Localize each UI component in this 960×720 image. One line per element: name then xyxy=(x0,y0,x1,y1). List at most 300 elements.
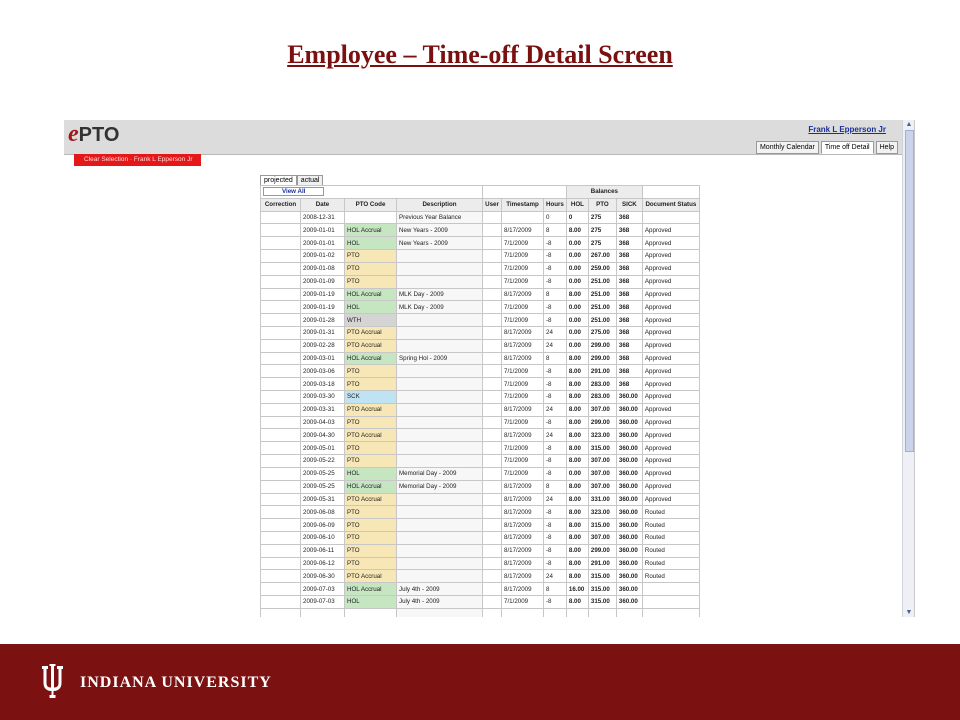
cell-ts: 8/17/2009 xyxy=(502,480,544,493)
iu-trident-icon xyxy=(40,664,66,702)
cell-pto xyxy=(588,608,616,617)
cell-date: 2009-01-19 xyxy=(301,288,345,301)
cell-hours: 24 xyxy=(544,339,567,352)
cell-user xyxy=(483,506,502,519)
cell-hol xyxy=(566,608,588,617)
cell-sick: 360.00 xyxy=(616,455,642,468)
main-tabs xyxy=(756,141,898,154)
cell-ts: 8/17/2009 xyxy=(502,544,544,557)
table-row[interactable] xyxy=(261,314,700,327)
table-row[interactable] xyxy=(261,262,700,275)
cell-date: 2009-05-25 xyxy=(301,467,345,480)
cell-hol: 8.00 xyxy=(566,224,588,237)
cell-ts: 8/17/2009 xyxy=(502,519,544,532)
table-row[interactable] xyxy=(261,339,700,352)
cell-date: 2009-05-25 xyxy=(301,480,345,493)
correction-cell[interactable] xyxy=(261,455,301,468)
cell-status: Approved xyxy=(642,455,699,468)
correction-cell[interactable] xyxy=(261,596,301,609)
cell-code: PTO xyxy=(345,455,397,468)
cell-date: 2009-06-11 xyxy=(301,544,345,557)
cell-date: 2009-03-30 xyxy=(301,391,345,404)
cell-code: PTO xyxy=(345,557,397,570)
cell-user xyxy=(483,301,502,314)
cell-desc xyxy=(397,378,483,391)
cell-hol: 8.00 xyxy=(566,365,588,378)
cell-hours: -8 xyxy=(544,519,567,532)
cell-sick: 360.00 xyxy=(616,544,642,557)
cell-date: 2009-02-28 xyxy=(301,339,345,352)
column-header-description: Description xyxy=(397,198,483,211)
correction-cell[interactable] xyxy=(261,326,301,339)
cell-pto: 307.00 xyxy=(588,480,616,493)
cell-code: PTO xyxy=(345,544,397,557)
cell-status: Approved xyxy=(642,480,699,493)
view-all-button[interactable]: View All xyxy=(263,187,324,196)
correction-cell[interactable] xyxy=(261,570,301,583)
cell-date: 2009-05-01 xyxy=(301,442,345,455)
cell-hours: -8 xyxy=(544,301,567,314)
column-header-timestamp: Timestamp xyxy=(502,198,544,211)
cell-code: PTO xyxy=(345,519,397,532)
correction-cell[interactable] xyxy=(261,608,301,617)
cell-status: Approved xyxy=(642,224,699,237)
cell-date: 2009-06-12 xyxy=(301,557,345,570)
cell-sick: 368 xyxy=(616,378,642,391)
cell-ts: 7/1/2009 xyxy=(502,467,544,480)
cell-sick: 360.00 xyxy=(616,557,642,570)
cell-ts: 8/17/2009 xyxy=(502,506,544,519)
tab-monthly-calendar[interactable]: Monthly Calendar xyxy=(756,141,819,154)
cell-date: 2009-01-01 xyxy=(301,224,345,237)
cell-ts: 8/17/2009 xyxy=(502,429,544,442)
cell-pto: 299.00 xyxy=(588,339,616,352)
cell-hol: 0.00 xyxy=(566,301,588,314)
cell-desc: MLK Day - 2009 xyxy=(397,288,483,301)
table-row[interactable] xyxy=(261,416,700,429)
cell-ts: 7/1/2009 xyxy=(502,237,544,250)
cell-ts: 8/17/2009 xyxy=(502,326,544,339)
table-row[interactable] xyxy=(261,352,700,365)
cell-user xyxy=(483,596,502,609)
cell-code: HOL xyxy=(345,467,397,480)
correction-cell[interactable] xyxy=(261,544,301,557)
cell-hol: 8.00 xyxy=(566,455,588,468)
cell-hours: -8 xyxy=(544,506,567,519)
cell-hours: 24 xyxy=(544,429,567,442)
cell-ts: 8/17/2009 xyxy=(502,403,544,416)
correction-cell[interactable] xyxy=(261,416,301,429)
cell-hol: 8.00 xyxy=(566,288,588,301)
cell-pto: 315.00 xyxy=(588,519,616,532)
table-row[interactable] xyxy=(261,326,700,339)
cell-status: Approved xyxy=(642,429,699,442)
cell-desc xyxy=(397,275,483,288)
cell-pto: 323.00 xyxy=(588,429,616,442)
cell-user xyxy=(483,493,502,506)
cell-status: Approved xyxy=(642,339,699,352)
cell-hours: -8 xyxy=(544,557,567,570)
cell-pto: 251.00 xyxy=(588,275,616,288)
correction-cell[interactable] xyxy=(261,237,301,250)
user-name-link[interactable]: Frank L Epperson Jr xyxy=(808,125,886,134)
cell-date: 2009-01-08 xyxy=(301,262,345,275)
cell-pto: 299.00 xyxy=(588,352,616,365)
cell-hol: 8.00 xyxy=(566,519,588,532)
cell-date: 2009-03-06 xyxy=(301,365,345,378)
table-row[interactable] xyxy=(261,455,700,468)
cell-hol: 8.00 xyxy=(566,416,588,429)
cell-pto: 291.00 xyxy=(588,557,616,570)
table-row[interactable] xyxy=(261,288,700,301)
cell-code: HOL Accrual xyxy=(345,480,397,493)
university-name: INDIANA UNIVERSITY xyxy=(80,674,272,691)
cell-code: HOL xyxy=(345,237,397,250)
cell-hol: 8.00 xyxy=(566,544,588,557)
cell-status xyxy=(642,583,699,596)
correction-cell[interactable] xyxy=(261,531,301,544)
correction-cell[interactable] xyxy=(261,557,301,570)
cell-code: PTO xyxy=(345,531,397,544)
cell-date: 2009-01-31 xyxy=(301,326,345,339)
cell-pto: 251.00 xyxy=(588,288,616,301)
clear-selection-link[interactable]: Clear Selection · Frank L Epperson Jr xyxy=(74,154,201,166)
table-row[interactable] xyxy=(261,442,700,455)
cell-hours: -8 xyxy=(544,416,567,429)
cell-status: Routed xyxy=(642,544,699,557)
correction-cell[interactable] xyxy=(261,467,301,480)
cell-sick: 368 xyxy=(616,237,642,250)
cell-status: Routed xyxy=(642,519,699,532)
cell-code: PTO xyxy=(345,275,397,288)
correction-cell[interactable] xyxy=(261,391,301,404)
column-header-sick: SICK xyxy=(616,198,642,211)
cell-ts: 8/17/2009 xyxy=(502,531,544,544)
cell-desc xyxy=(397,519,483,532)
cell-user xyxy=(483,429,502,442)
cell-desc xyxy=(397,339,483,352)
table-row[interactable] xyxy=(261,467,700,480)
cell-status: Approved xyxy=(642,237,699,250)
cell-code: PTO Accrual xyxy=(345,493,397,506)
table-row[interactable] xyxy=(261,237,700,250)
cell-hol: 8.00 xyxy=(566,429,588,442)
cell-hol: 8.00 xyxy=(566,596,588,609)
correction-cell[interactable] xyxy=(261,352,301,365)
cell-user xyxy=(483,288,502,301)
correction-cell[interactable] xyxy=(261,365,301,378)
cell-ts: 7/1/2009 xyxy=(502,442,544,455)
cell-pto: 315.00 xyxy=(588,583,616,596)
cell-ts: 7/1/2009 xyxy=(502,596,544,609)
cell-sick: 368 xyxy=(616,326,642,339)
table-row[interactable] xyxy=(261,403,700,416)
cell-status: Approved xyxy=(642,326,699,339)
cell-status: Routed xyxy=(642,531,699,544)
cell-hol: 0.00 xyxy=(566,326,588,339)
cell-user xyxy=(483,531,502,544)
cell-user xyxy=(483,378,502,391)
correction-cell[interactable] xyxy=(261,480,301,493)
cell-hol: 8.00 xyxy=(566,352,588,365)
cell-desc: July 4th - 2009 xyxy=(397,583,483,596)
cell-pto: 259.00 xyxy=(588,262,616,275)
cell-ts: 7/1/2009 xyxy=(502,378,544,391)
cell-date: 2009-04-30 xyxy=(301,429,345,442)
scroll-up-icon[interactable]: ▲ xyxy=(905,121,913,128)
table-row[interactable] xyxy=(261,250,700,263)
cell-user xyxy=(483,403,502,416)
correction-cell[interactable] xyxy=(261,211,301,224)
cell-hours: 24 xyxy=(544,493,567,506)
cell-code: SCK xyxy=(345,391,397,404)
cell-status: Routed xyxy=(642,570,699,583)
cell-desc xyxy=(397,262,483,275)
column-header-correction: Correction xyxy=(261,198,301,211)
cell-desc: July 4th - 2009 xyxy=(397,596,483,609)
cell-desc xyxy=(397,455,483,468)
cell-user xyxy=(483,455,502,468)
cell-user xyxy=(483,314,502,327)
cell-code: PTO xyxy=(345,365,397,378)
table-row[interactable] xyxy=(261,544,700,557)
tab-actual[interactable]: actual xyxy=(297,175,324,186)
cell-date: 2009-06-10 xyxy=(301,531,345,544)
cell-desc xyxy=(397,391,483,404)
cell-ts: 7/1/2009 xyxy=(502,455,544,468)
table-row[interactable] xyxy=(261,429,700,442)
cell-user xyxy=(483,583,502,596)
cell-pto: 307.00 xyxy=(588,531,616,544)
cell-date: 2009-06-09 xyxy=(301,519,345,532)
cell-ts: 7/1/2009 xyxy=(502,262,544,275)
cell-hours: -8 xyxy=(544,391,567,404)
cell-date: 2008-12-31 xyxy=(301,211,345,224)
cell-desc: Previous Year Balance xyxy=(397,211,483,224)
time-off-table xyxy=(260,185,700,617)
cell-ts: 7/1/2009 xyxy=(502,391,544,404)
cell-status: Approved xyxy=(642,442,699,455)
cell-desc xyxy=(397,557,483,570)
cell-desc xyxy=(397,442,483,455)
cell-date xyxy=(301,608,345,617)
cell-status: Approved xyxy=(642,403,699,416)
table-row[interactable] xyxy=(261,211,700,224)
footer-bar xyxy=(0,644,960,720)
cell-hours: -8 xyxy=(544,250,567,263)
cell-date: 2009-05-31 xyxy=(301,493,345,506)
cell-desc xyxy=(397,416,483,429)
column-header-date: Date xyxy=(301,198,345,211)
cell-user xyxy=(483,250,502,263)
cell-sick: 360.00 xyxy=(616,493,642,506)
cell-ts: 7/1/2009 xyxy=(502,250,544,263)
cell-date: 2009-03-18 xyxy=(301,378,345,391)
tab-projected[interactable]: projected xyxy=(260,175,297,186)
cell-hol: 8.00 xyxy=(566,442,588,455)
cell-ts xyxy=(502,608,544,617)
table-row[interactable] xyxy=(261,519,700,532)
cell-sick: 360.00 xyxy=(616,583,642,596)
cell-hol: 16.00 xyxy=(566,583,588,596)
cell-hol: 8.00 xyxy=(566,493,588,506)
table-row[interactable] xyxy=(261,301,700,314)
vertical-scrollbar[interactable] xyxy=(902,120,915,617)
table-row[interactable] xyxy=(261,275,700,288)
cell-sick: 368 xyxy=(616,301,642,314)
epto-app-window xyxy=(64,120,915,617)
table-row[interactable] xyxy=(261,391,700,404)
correction-cell[interactable] xyxy=(261,583,301,596)
table-row[interactable] xyxy=(261,596,700,609)
correction-cell[interactable] xyxy=(261,442,301,455)
cell-pto: 315.00 xyxy=(588,570,616,583)
cell-status: Approved xyxy=(642,250,699,263)
cell-ts: 7/1/2009 xyxy=(502,301,544,314)
cell-hours: -8 xyxy=(544,237,567,250)
cell-hours: -8 xyxy=(544,262,567,275)
cell-user xyxy=(483,544,502,557)
table-row[interactable] xyxy=(261,493,700,506)
table-row[interactable] xyxy=(261,365,700,378)
cell-sick: 368 xyxy=(616,275,642,288)
cell-ts: 8/17/2009 xyxy=(502,339,544,352)
cell-pto: 299.00 xyxy=(588,544,616,557)
cell-date: 2009-05-22 xyxy=(301,455,345,468)
cell-pto: 275 xyxy=(588,211,616,224)
cell-ts: 8/17/2009 xyxy=(502,493,544,506)
correction-cell[interactable] xyxy=(261,224,301,237)
cell-date: 2009-01-01 xyxy=(301,237,345,250)
correction-cell[interactable] xyxy=(261,378,301,391)
cell-hours: 24 xyxy=(544,570,567,583)
cell-status: Approved xyxy=(642,493,699,506)
correction-cell[interactable] xyxy=(261,339,301,352)
correction-cell[interactable] xyxy=(261,429,301,442)
cell-hol: 0.00 xyxy=(566,275,588,288)
cell-desc xyxy=(397,506,483,519)
cell-sick: 368 xyxy=(616,365,642,378)
cell-hours: -8 xyxy=(544,442,567,455)
correction-cell[interactable] xyxy=(261,262,301,275)
column-header-document-status: Document Status xyxy=(642,198,699,211)
tab-time-off-detail[interactable]: Time off Detail xyxy=(821,141,874,154)
table-row[interactable] xyxy=(261,480,700,493)
cell-pto: 275 xyxy=(588,237,616,250)
table-row[interactable] xyxy=(261,531,700,544)
cell-code: PTO Accrual xyxy=(345,326,397,339)
cell-user xyxy=(483,262,502,275)
table-row[interactable] xyxy=(261,557,700,570)
cell-status: Approved xyxy=(642,314,699,327)
cell-sick: 360.00 xyxy=(616,596,642,609)
cell-code: HOL Accrual xyxy=(345,583,397,596)
cell-hol: 0.00 xyxy=(566,339,588,352)
cell-pto: 267.00 xyxy=(588,250,616,263)
cell-status: Routed xyxy=(642,506,699,519)
scroll-thumb[interactable] xyxy=(905,130,914,452)
correction-cell[interactable] xyxy=(261,519,301,532)
cell-user xyxy=(483,442,502,455)
cell-hol: 0.00 xyxy=(566,314,588,327)
correction-cell[interactable] xyxy=(261,275,301,288)
table-row[interactable] xyxy=(261,570,700,583)
table-row[interactable] xyxy=(261,608,700,617)
correction-cell[interactable] xyxy=(261,288,301,301)
cell-hours: -8 xyxy=(544,544,567,557)
cell-hours: -8 xyxy=(544,531,567,544)
cell-code: PTO xyxy=(345,442,397,455)
cell-code: HOL Accrual xyxy=(345,352,397,365)
cell-hours xyxy=(544,608,567,617)
cell-code: HOL Accrual xyxy=(345,288,397,301)
correction-cell[interactable] xyxy=(261,403,301,416)
table-row[interactable] xyxy=(261,583,700,596)
cell-desc xyxy=(397,493,483,506)
cell-sick: 368 xyxy=(616,250,642,263)
cell-user xyxy=(483,237,502,250)
slide-title: Employee – Time-off Detail Screen xyxy=(287,40,673,69)
cell-sick: 360.00 xyxy=(616,442,642,455)
table-row[interactable] xyxy=(261,224,700,237)
cell-desc xyxy=(397,531,483,544)
cell-ts: 7/1/2009 xyxy=(502,314,544,327)
cell-date: 2009-07-03 xyxy=(301,583,345,596)
column-header-pto-code: PTO Code xyxy=(345,198,397,211)
correction-cell[interactable] xyxy=(261,506,301,519)
cell-status xyxy=(642,211,699,224)
scroll-down-icon[interactable]: ▼ xyxy=(905,609,913,616)
correction-cell[interactable] xyxy=(261,493,301,506)
cell-ts: 8/17/2009 xyxy=(502,224,544,237)
cell-desc xyxy=(397,570,483,583)
cell-desc xyxy=(397,429,483,442)
correction-cell[interactable] xyxy=(261,301,301,314)
correction-cell[interactable] xyxy=(261,314,301,327)
cell-pto: 307.00 xyxy=(588,467,616,480)
cell-code: PTO xyxy=(345,262,397,275)
cell-hours: -8 xyxy=(544,596,567,609)
table-row[interactable] xyxy=(261,506,700,519)
table-row[interactable] xyxy=(261,378,700,391)
cell-hol: 0.00 xyxy=(566,237,588,250)
cell-hours: -8 xyxy=(544,455,567,468)
cell-hol: 8.00 xyxy=(566,506,588,519)
cell-hol: 8.00 xyxy=(566,531,588,544)
cell-user xyxy=(483,570,502,583)
cell-sick: 360.00 xyxy=(616,480,642,493)
cell-hol: 0.00 xyxy=(566,467,588,480)
cell-desc: Memorial Day - 2009 xyxy=(397,480,483,493)
correction-cell[interactable] xyxy=(261,250,301,263)
balances-header: Balances xyxy=(566,186,642,199)
tab-help[interactable]: Help xyxy=(876,141,898,154)
cell-status: Approved xyxy=(642,378,699,391)
cell-hol: 8.00 xyxy=(566,403,588,416)
cell-user xyxy=(483,519,502,532)
cell-ts: 8/17/2009 xyxy=(502,583,544,596)
cell-ts: 8/17/2009 xyxy=(502,288,544,301)
cell-ts: 7/1/2009 xyxy=(502,275,544,288)
cell-user xyxy=(483,480,502,493)
cell-hours: -8 xyxy=(544,275,567,288)
cell-desc xyxy=(397,365,483,378)
column-header-user: User xyxy=(483,198,502,211)
cell-date: 2009-03-31 xyxy=(301,403,345,416)
cell-pto: 323.00 xyxy=(588,506,616,519)
table-toolbar-row xyxy=(261,186,700,199)
cell-pto: 307.00 xyxy=(588,455,616,468)
